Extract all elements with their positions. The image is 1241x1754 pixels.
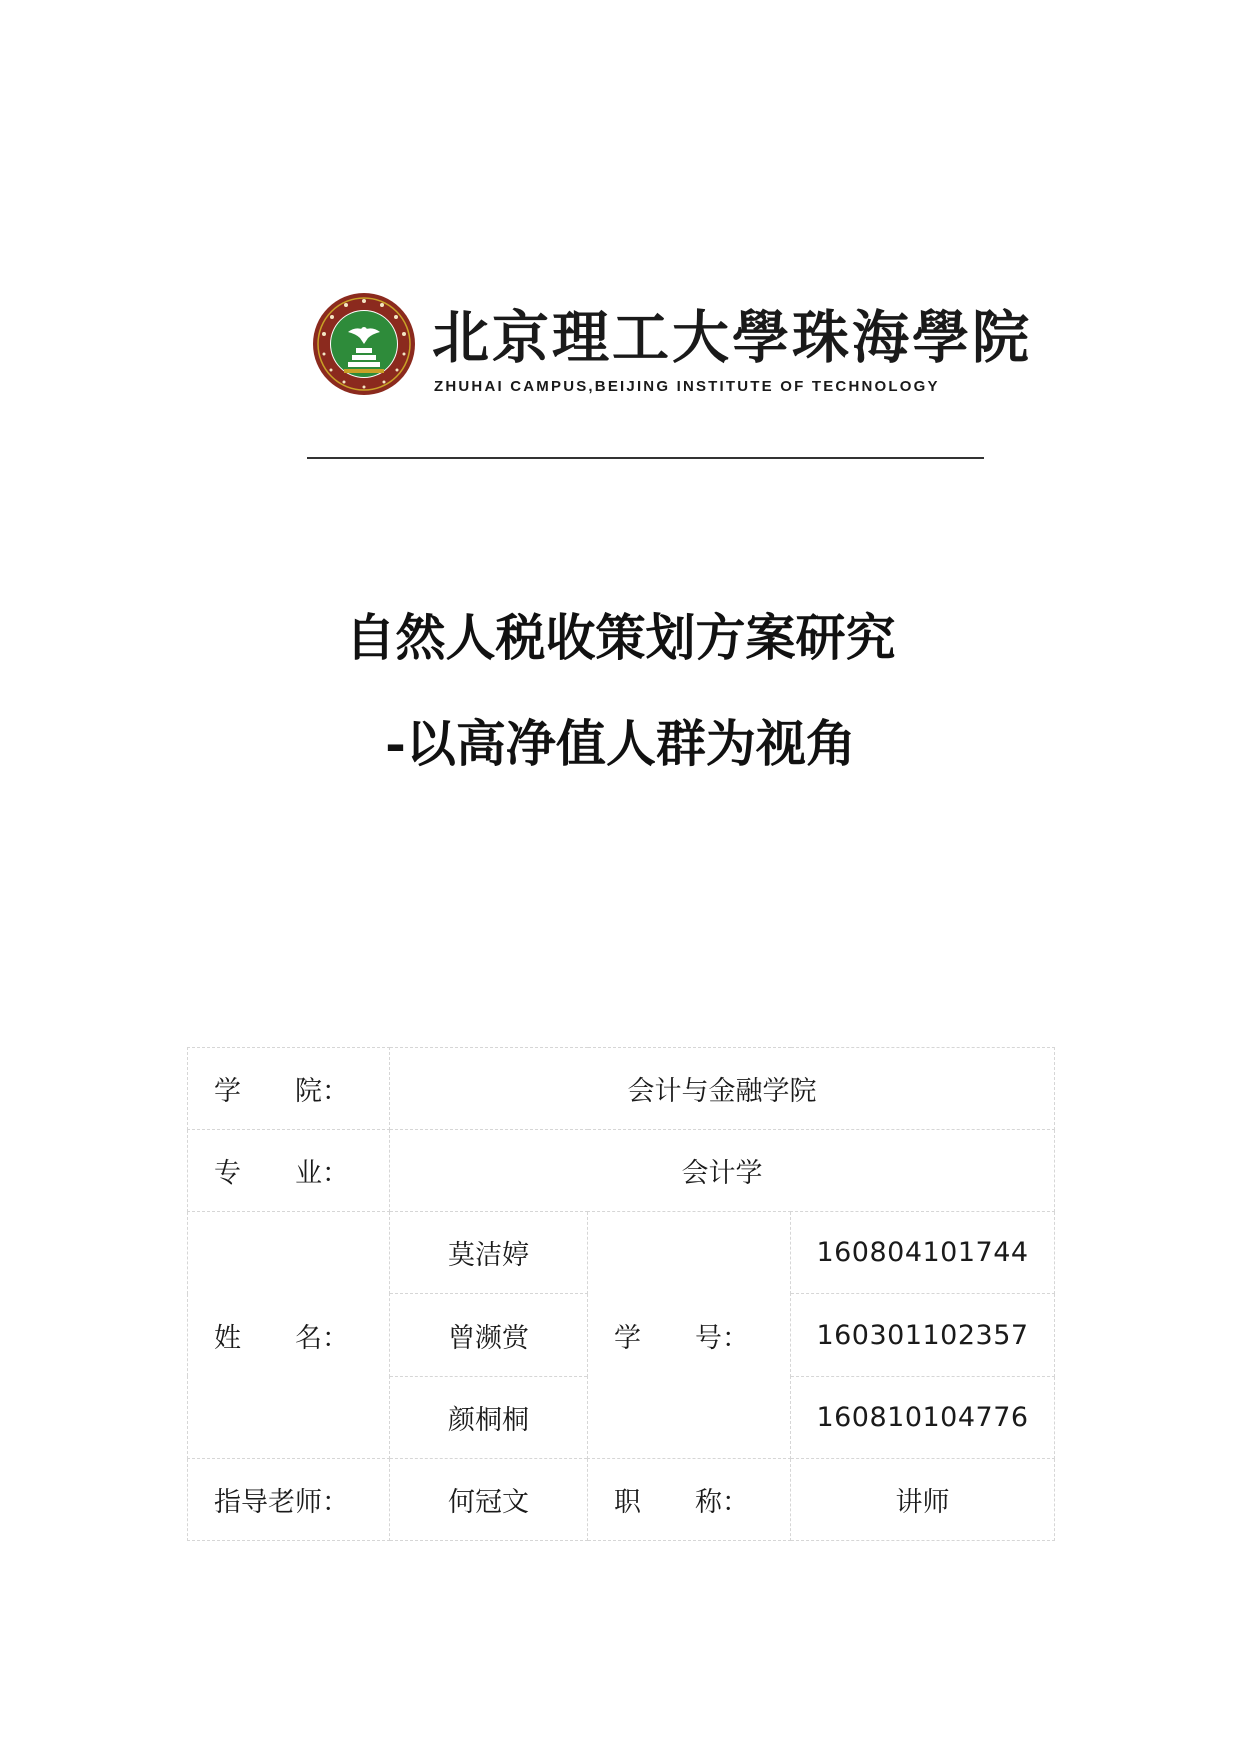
college-row [188,1048,1055,1130]
thesis-title-line1: 自然人税收策划方案研究 [345,608,896,667]
student-row [188,1212,1055,1294]
student-name: 曾濒赏 [390,1294,588,1376]
cover-info-table [187,1047,1055,1541]
advisor-label: 指导老师： [188,1458,390,1540]
thesis-title-line2: -以高净值人群为视角 [385,714,856,773]
header-divider [307,457,984,459]
advisor-value: 何冠文 [390,1458,588,1540]
title-value: 讲师 [791,1458,1055,1540]
student-name: 颜桐桐 [390,1376,588,1458]
advisor-row [188,1458,1055,1540]
student-id-label: 学 号： [588,1212,791,1458]
student-id: 160810104776 [791,1376,1055,1458]
school-name-chinese: 北京理工大學珠海學院 [432,304,1032,371]
major-label: 专 业： [188,1130,390,1212]
major-row [188,1130,1055,1212]
name-label: 姓 名： [188,1212,390,1458]
student-id: 160301102357 [791,1294,1055,1376]
school-seal-logo [312,292,416,396]
student-name: 莫洁婷 [390,1212,588,1294]
school-name-english: ZHUHAI CAMPUS,BEIJING INSTITUTE OF TECHNOLOGY [434,378,940,395]
school-header [310,292,1032,404]
college-label: 学 院： [188,1048,390,1130]
student-id: 160804101744 [791,1212,1055,1294]
title-label: 职 称： [588,1458,791,1540]
college-value: 会计与金融学院 [390,1048,1055,1130]
major-value: 会计学 [390,1130,1055,1212]
